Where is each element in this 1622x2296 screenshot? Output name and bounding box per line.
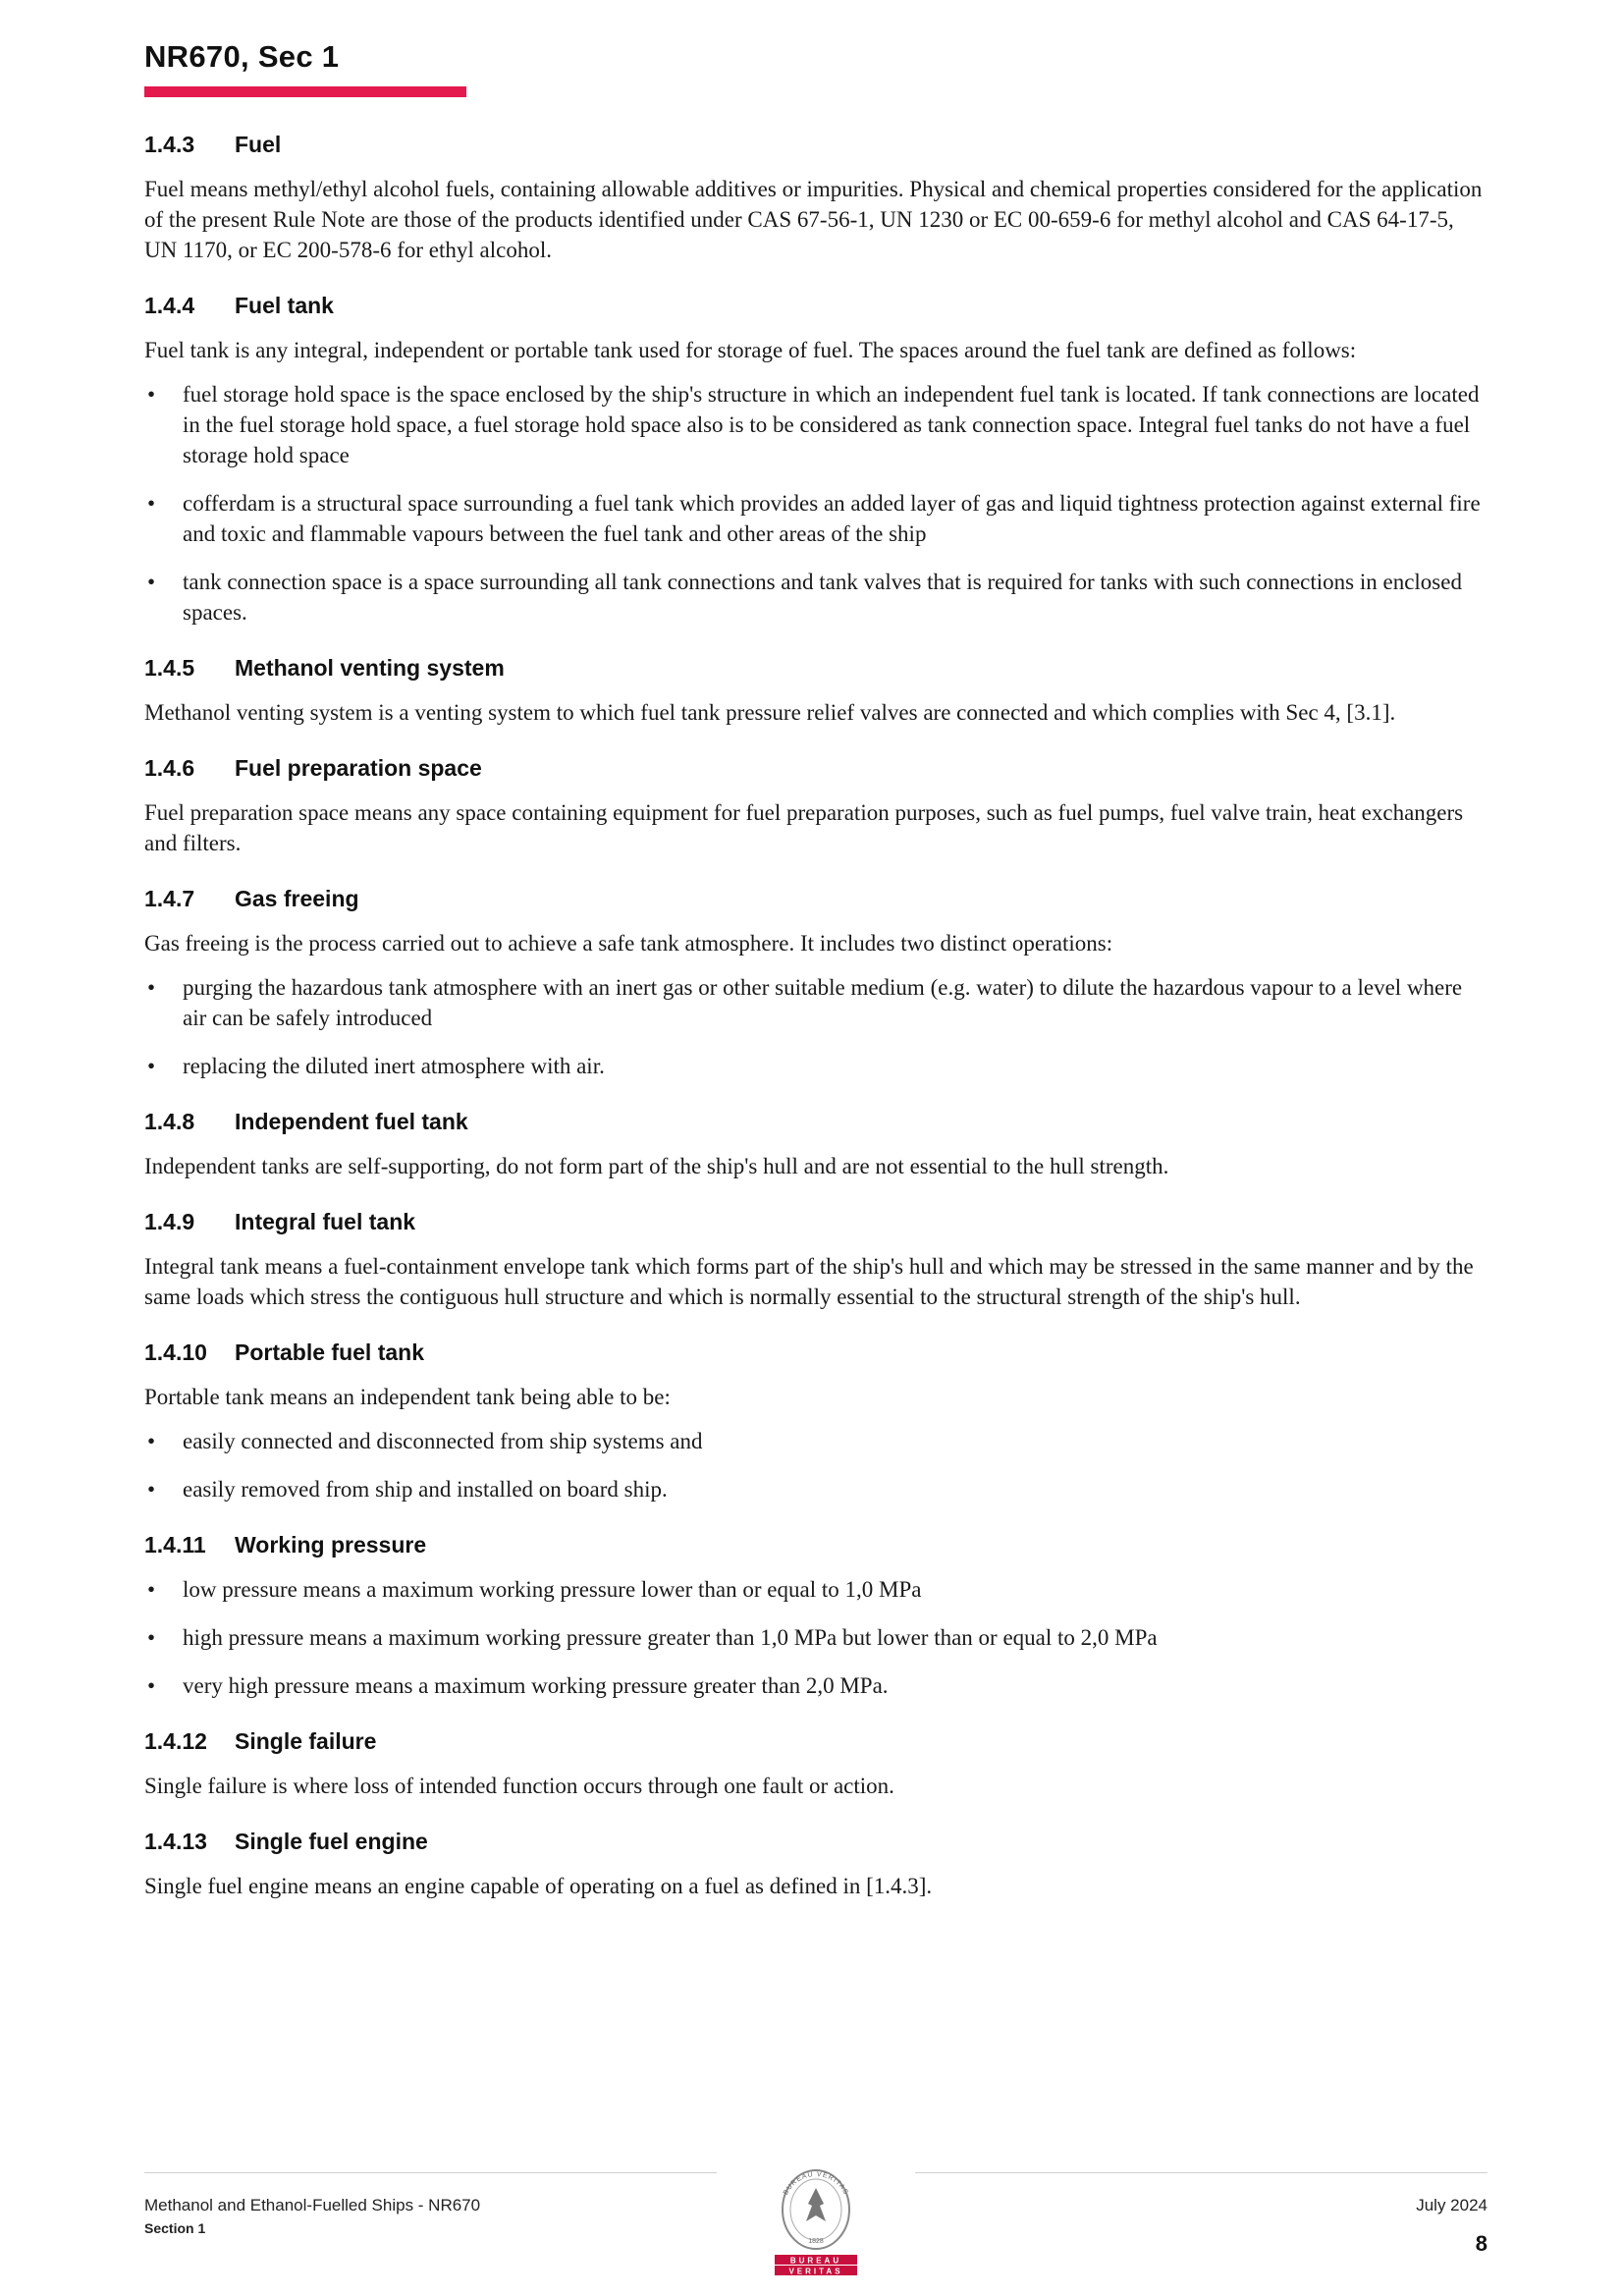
list-item-text: easily connected and disconnected from ship systems and: [183, 1429, 703, 1453]
list-item: [144, 567, 1487, 628]
list-item-text: cofferdam is a structural space surrounding a fuel tank which provides an added layer of gas and liquid tightness protection against external fire and toxic and flammable vapours between the fuel tank and other areas of the ship: [183, 491, 1481, 546]
footer-date: July 2024: [1416, 2196, 1487, 2214]
list-item: [144, 1426, 1487, 1456]
list-item-text: replacing the diluted inert atmosphere with air.: [183, 1054, 605, 1078]
list-item: [144, 972, 1487, 1033]
section-heading: [144, 1728, 1487, 1755]
list-item-text: fuel storage hold space is the space enclosed by the ship's structure in which an independent fuel tank is located. If tank connections are located in the fuel storage hold space, a fuel storage hold space also is to be considered as tank connection space. Integral fuel tanks do not have a fuel storage hold space: [183, 382, 1480, 467]
bullet-icon: •: [147, 1477, 156, 1502]
section-paragraph: Fuel tank is any integral, independent or portable tank used for storage of fuel. The spaces around the fuel tank are defined as follows:: [144, 338, 1357, 362]
section-number: 1.4.9: [144, 1209, 195, 1234]
section-number: 1.4.4: [144, 293, 195, 318]
section-heading: [144, 655, 1487, 682]
bullet-icon: •: [147, 570, 156, 594]
logo-ring-text: BUREAU VERITAS: [783, 2170, 849, 2197]
section-heading: [144, 886, 1487, 912]
section-title: Integral fuel tank: [235, 1209, 416, 1234]
list-item-text: very high pressure means a maximum working pressure greater than 2,0 MPa.: [183, 1673, 889, 1698]
footer-divider-right: [915, 2172, 1487, 2173]
section-heading: [144, 132, 1487, 158]
logo-year: 1828: [808, 2238, 824, 2245]
list-item-text: purging the hazardous tank atmosphere with an inert gas or other suitable medium (e.g. water) to dilute the hazardous vapour to a level where air can be safely introduced: [183, 975, 1463, 1030]
section-paragraph: Single fuel engine means an engine capable of operating on a fuel as defined in [1.4.3].: [144, 1874, 933, 1898]
section-title: Gas freeing: [235, 886, 359, 911]
bullet-icon: •: [147, 1429, 156, 1453]
document-body: [144, 132, 1487, 1929]
section-number: 1.4.12: [144, 1728, 207, 1754]
section-heading: [144, 1829, 1487, 1855]
bullet-list: [144, 1574, 1487, 1701]
section-title: Fuel tank: [235, 293, 334, 318]
section-paragraph: Portable tank means an independent tank being able to be:: [144, 1385, 671, 1409]
list-item-text: high pressure means a maximum working pressure greater than 1,0 MPa but lower than or equal to 2,0 MPa: [183, 1625, 1158, 1650]
list-item: [144, 379, 1487, 470]
section-number: 1.4.3: [144, 132, 195, 157]
list-item: [144, 488, 1487, 549]
section-paragraph: Fuel means methyl/ethyl alcohol fuels, containing allowable additives or impurities. Physical and chemical properties considered for the application of the present Rule Note are those of the products identified under CAS 67-56-1, UN 1230 or EC 00-659-6 for methyl alcohol and CAS 64-17-5, UN 1170, or EC 200-578-6 for ethyl alcohol.: [144, 177, 1483, 262]
section-number: 1.4.7: [144, 886, 195, 911]
list-item-text: tank connection space is a space surrounding all tank connections and tank valves that is required for tanks with such connections in enclosed spaces.: [183, 570, 1462, 625]
logo-text-veritas: VERITAS: [788, 2267, 843, 2276]
section-heading: [144, 1532, 1487, 1558]
list-item: [144, 1622, 1487, 1653]
section-heading: [144, 755, 1487, 782]
list-item: [144, 1670, 1487, 1701]
section-heading: [144, 1109, 1487, 1135]
section-number: 1.4.11: [144, 1532, 206, 1558]
section-paragraph: Integral tank means a fuel-containment envelope tank which forms part of the ship's hull and which may be stressed in the same manner and by the same loads which stress the contiguous hull structure and which is normally essential to the structural strength of the ship's hull.: [144, 1254, 1474, 1309]
section-1-4-4: [144, 293, 1487, 628]
page-title: NR670, Sec 1: [144, 39, 340, 74]
section-1-4-8: [144, 1109, 1487, 1181]
list-item: [144, 1051, 1487, 1081]
bullet-icon: •: [147, 1577, 156, 1602]
bullet-list: [144, 379, 1487, 628]
section-paragraph: Gas freeing is the process carried out to achieve a safe tank atmosphere. It includes two distinct operations:: [144, 931, 1113, 956]
list-item-text: low pressure means a maximum working pressure lower than or equal to 1,0 MPa: [183, 1577, 922, 1602]
section-paragraph: Independent tanks are self-supporting, do not form part of the ship's hull and are not essential to the hull strength.: [144, 1154, 1169, 1178]
logo-seal-icon: [783, 2170, 849, 2249]
section-number: 1.4.6: [144, 755, 195, 781]
section-1-4-12: [144, 1728, 1487, 1801]
section-number: 1.4.10: [144, 1339, 207, 1365]
section-title: Independent fuel tank: [235, 1109, 468, 1134]
bullet-icon: •: [147, 975, 156, 1000]
section-paragraph: Fuel preparation space means any space containing equipment for fuel preparation purposes, such as fuel pumps, fuel valve train, heat exchangers and filters.: [144, 800, 1464, 855]
page-footer: [144, 2160, 1487, 2278]
section-1-4-10: [144, 1339, 1487, 1504]
footer-section-label: Section 1: [144, 2220, 206, 2236]
section-1-4-5: [144, 655, 1487, 728]
section-1-4-7: [144, 886, 1487, 1081]
bullet-icon: •: [147, 491, 156, 516]
section-1-4-3: [144, 132, 1487, 265]
section-number: 1.4.5: [144, 655, 195, 681]
footer-divider-left: [144, 2172, 717, 2173]
section-title: Methanol venting system: [235, 655, 505, 681]
section-title: Single failure: [235, 1728, 377, 1754]
section-number: 1.4.13: [144, 1829, 207, 1854]
page-header: [144, 39, 466, 97]
section-heading: [144, 1209, 1487, 1235]
section-heading: [144, 293, 1487, 319]
section-title: Portable fuel tank: [235, 1339, 424, 1365]
logo-text-bureau: BUREAU: [789, 2256, 842, 2266]
section-title: Working pressure: [235, 1532, 427, 1558]
bullet-icon: •: [147, 1673, 156, 1698]
footer-document-title: Methanol and Ethanol-Fuelled Ships - NR670: [144, 2196, 481, 2214]
header-accent-rule: [144, 86, 466, 97]
section-1-4-6: [144, 755, 1487, 858]
bullet-list: [144, 1426, 1487, 1504]
bullet-list: [144, 972, 1487, 1081]
section-title: Fuel: [235, 132, 282, 157]
section-paragraph: Methanol venting system is a venting system to which fuel tank pressure relief valves are connected and which complies with Sec 4, [3.1].: [144, 700, 1396, 725]
section-number: 1.4.8: [144, 1109, 195, 1134]
section-title: Single fuel engine: [235, 1829, 428, 1854]
list-item-text: easily removed from ship and installed on board ship.: [183, 1477, 668, 1502]
bullet-icon: •: [147, 1625, 156, 1650]
section-1-4-13: [144, 1829, 1487, 1901]
bureau-veritas-logo: [763, 2160, 869, 2278]
bullet-icon: •: [147, 1054, 156, 1078]
page-number: 8: [1475, 2231, 1487, 2256]
section-1-4-11: [144, 1532, 1487, 1701]
bullet-icon: •: [147, 382, 156, 407]
section-title: Fuel preparation space: [235, 755, 482, 781]
section-1-4-9: [144, 1209, 1487, 1312]
list-item: [144, 1474, 1487, 1504]
section-paragraph: Single failure is where loss of intended function occurs through one fault or action.: [144, 1774, 894, 1798]
list-item: [144, 1574, 1487, 1605]
section-heading: [144, 1339, 1487, 1366]
